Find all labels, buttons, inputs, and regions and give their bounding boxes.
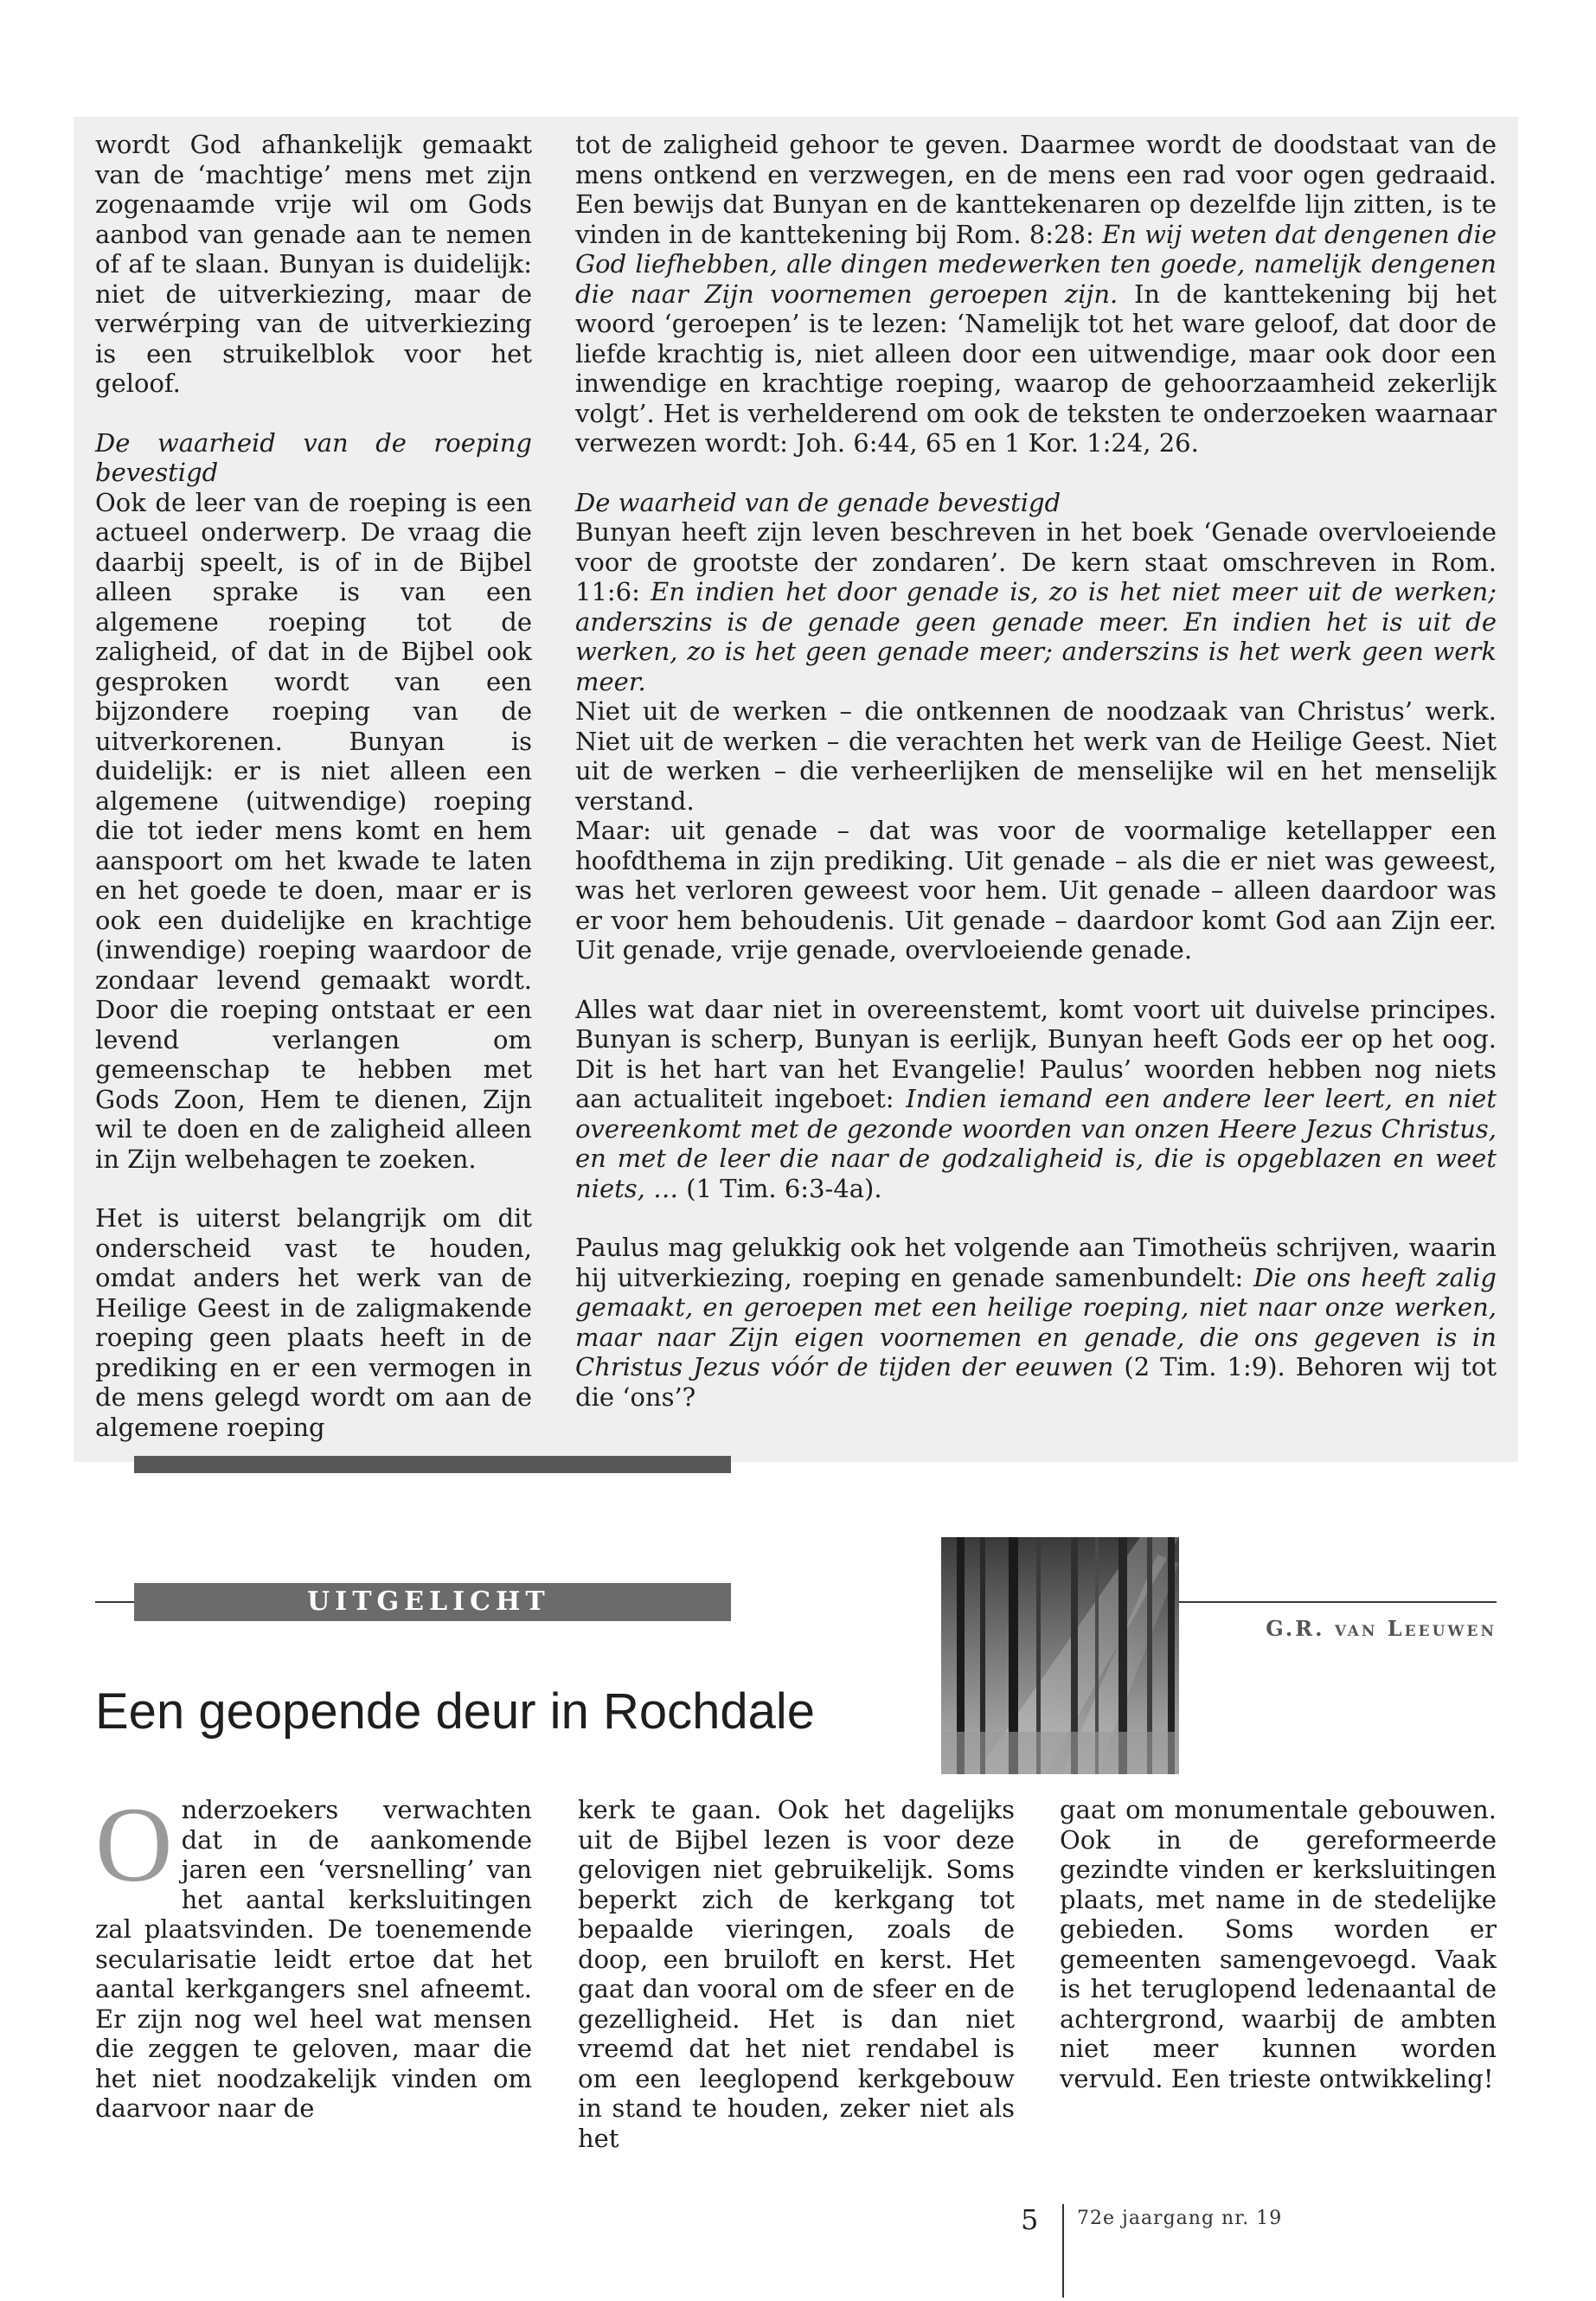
paragraph-gap — [575, 965, 1497, 995]
paragraph-text: In de kanttekening bij het woord ‘geroepen’ is te lezen: ‘Namelijk tot het ware geloof, dat door de liefde krachtig is, niet alleen door een uitwendige, maar ook door een inwendige en krachtige roeping, waarop de gehoorzaamheid zekerlijk volgt’. Het is verhelderend om ook de teksten te onderzoeken waarnaar verwezen wordt: Joh. 6:44, 65 en 1 Kor. 1:24, 26. — [575, 279, 1497, 458]
article-col1-text: nderzoekers verwachten dat in de aankomende jaren een ‘versnelling’ van het aantal kerksluitingen zal plaatsvinden. De toenemende secularisatie leidt ertoe dat het aantal kerkgangers snel afneemt. Er zijn nog wel heel wat mensen die zeggen te geloven, maar die het niet noodzakelijk vinden om daarvoor naar de — [95, 1795, 532, 2123]
scripture-quote: En indien het door genade is, zo is het niet meer uit de werken; anderszins is de genade geen genade meer. En indien het is uit de werken, zo is het geen genade meer; anderszins is het werk geen werk meer. — [575, 577, 1497, 696]
upper-right-column — [575, 130, 1497, 1412]
section-end-bar — [134, 1456, 731, 1473]
paragraph-text: (1 Tim. 6:3-4a). — [678, 1173, 882, 1203]
paragraph-gap — [575, 458, 1497, 488]
article-author: G.R. van Leeuwen — [1266, 1616, 1497, 1641]
upper-left-column — [95, 130, 532, 1442]
issue-info: 72e jaargang nr. 19 — [1077, 2208, 1283, 2229]
paragraph — [575, 130, 1497, 458]
paragraph-gap — [575, 1203, 1497, 1233]
section-label: UITGELICHT — [134, 1583, 731, 1621]
paragraph-gap — [95, 1174, 532, 1203]
paragraph — [575, 816, 1497, 965]
section-rule-right — [1179, 1601, 1497, 1603]
article-title: Een geopende deur in Rochdale — [95, 1683, 815, 1740]
article-col3-text: gaat om monumentale gebouwen. Ook in de gereformeerde gezindte vinden er kerksluitingen plaats, met name in de stedelijke gebieden. Soms worden er gemeenten samengevoegd. Vaak is het teruglopend ledenaantal de achtergrond, waarbij de ambten niet meer kunnen worden vervuld. Een trieste ontwikkeling! — [1060, 1795, 1497, 2093]
scripture-quote: Die ons heeft zalig gemaakt, en geroepen met een heilige roeping, niet naar onze werken, maar naar Zijn eigen voornemen en genade, die ons gegeven is in Christus Jezus vóór de tijden der eeuwen — [575, 1262, 1497, 1381]
paragraph: Ook de leer van de roeping is een actueel onderwerp. De vraag die daarbij speelt, is of in de Bijbel alleen sprake is van een algemene roeping tot de zaligheid, of dat in de Bijbel ook gesproken wordt van een bijzondere roeping van de uitverkorenen. Bunyan is duidelijk: er is niet alleen een algemene (uitwendige) roeping die tot ieder mens komt en hem aanspoort om het kwade te laten en het goede te doen, maar er is ook een duidelijke en krachtige (inwendige) roeping waardoor de zondaar levend gemaakt wordt. Door die roeping ontstaat er een levend verlangen om gemeenschap te hebben met Gods Zoon, Hem te dienen, Zijn wil te doen en de zaligheid alleen in Zijn welbehagen te zoeken. — [95, 487, 532, 1174]
paragraph-text: (2 Tim. 1:9). Behoren wij tot die ‘ons’? — [575, 1352, 1497, 1412]
paragraph-gap — [95, 399, 532, 428]
paragraph — [575, 517, 1497, 696]
article-column-2 — [578, 1795, 1015, 2153]
paragraph — [575, 696, 1497, 816]
subheading: De waarheid van de genade bevestigd — [575, 487, 1061, 517]
paragraph-text: Bunyan heeft zijn leven beschreven in het boek ‘Genade overvloeiende voor de grootste der zondaren’. De kern staat omschreven in Rom. 11:6: — [575, 517, 1497, 606]
paragraph-text: Niet uit de werken – die ontkennen de noodzaak van Christus’ werk. Niet uit de werken – die verachten het werk van de Heilige Geest. Niet uit de werken – die verheerlijken de menselijke wil en het menselijk verstand. — [575, 696, 1497, 816]
paragraph-text: Maar: uit genade – dat was voor de voormalige ketellapper een hoofdthema in zijn prediking. Uit genade – als die er niet was geweest, was het verloren geweest voor hem. Uit genade – alleen daardoor was er voor hem behoudenis. Uit genade – daardoor komt God aan Zijn eer. Uit genade, vrije genade, overvloeiende genade. — [575, 816, 1497, 965]
paragraph: wordt God afhankelijk gemaakt van de ‘machtige’ mens met zijn zogenaamde vrije wil om Gods aanbod van genade aan te nemen of af te slaan. Bunyan is duidelijk: niet de uitverkiezing, maar de verwérping van de uitverkiezing is een struikelblok voor het geloof. — [95, 130, 532, 398]
scripture-quote: En wij weten dat dengenen die God liefhebben, alle dingen medewerken ten goede, namelijk dengenen die naar Zijn voornemen geroepen zijn. — [575, 219, 1497, 309]
article-col2-text: kerk te gaan. Ook het dagelijks uit de Bijbel lezen is voor deze gelovigen niet gebruikelijk. Soms beperkt zich de kerkgang tot bepaalde vieringen, zoals de doop, een bruiloft en kerst. Het gaat dan vooral om de sfeer en de gezelligheid. Het is dan niet vreemd dat het niet rendabel is om een leeglopend kerkgebouw in stand te houden, zeker niet als het — [578, 1795, 1015, 2153]
paragraph: Het is uiterst belangrijk om dit onderscheid vast te houden, omdat anders het werk van de Heilige Geest in de zaligmakende roeping geen plaats heeft in de prediking en er een vermogen in de mens gelegd wordt om aan de algemene roeping — [95, 1203, 532, 1442]
paragraph — [575, 995, 1497, 1204]
article-column-1 — [95, 1785, 532, 2124]
page-number: 5 — [1021, 2203, 1039, 2236]
subheading: De waarheid van de roeping bevestigd — [95, 427, 532, 487]
paragraph — [575, 1233, 1497, 1412]
article-column-3 — [1060, 1795, 1497, 2093]
section-rule-left — [95, 1601, 134, 1603]
paragraph-text: Alles wat daar niet in overeenstemt, komt voort uit duivelse principes. Bunyan is scherp, Bunyan is eerlijk, Bunyan heeft Gods eer op het oog. Dit is het hart van het Evangelie! Paulus’ woorden hebben nog niets aan actualiteit ingeboet: — [575, 994, 1497, 1113]
scripture-quote: Indien iemand een andere leer leert, en niet overeenkomt met de gezonde woorden van onzen Heere Jezus Christus, en met de leer die naar de godzaligheid is, die is opgeblazen en weet niets, … — [575, 1084, 1497, 1203]
footer-divider — [1062, 2204, 1064, 2298]
drop-cap: O — [95, 1785, 173, 1904]
paragraph-text: tot de zaligheid gehoor te geven. Daarmee wordt de doodstaat van de mens ontkend en verzwegen, en de mens een rad voor ogen gedraaid. Een bewijs dat Bunyan en de kanttekenaren op dezelfde lijn zitten, is te vinden in de kanttekening bij Rom. 8:28: — [575, 130, 1497, 249]
forest-image — [941, 1537, 1179, 1774]
paragraph-text: Paulus mag gelukkig ook het volgende aan Timotheüs schrijven, waarin hij uitverkiezing, roeping en genade samenbundelt: — [575, 1233, 1497, 1292]
